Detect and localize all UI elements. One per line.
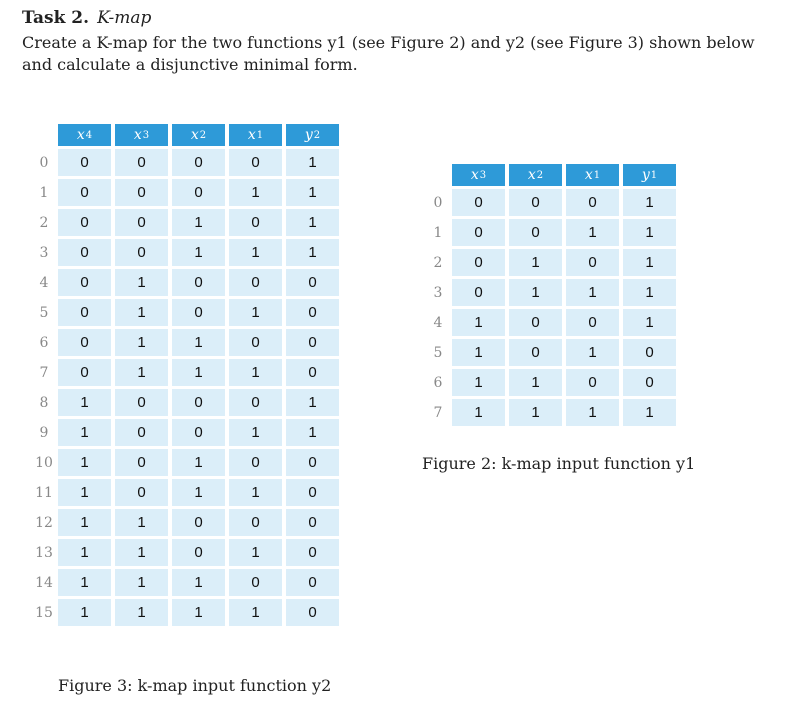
table-cell: 0 — [172, 509, 225, 536]
table-row — [428, 189, 680, 216]
table-cell: 1 — [229, 599, 282, 626]
table-row — [34, 239, 343, 266]
table-cell: 1 — [509, 279, 562, 306]
table-cell: 0 — [58, 299, 111, 326]
table-cell: 0 — [115, 179, 168, 206]
table-cell: 0 — [566, 369, 619, 396]
table-cell: 1 — [172, 449, 225, 476]
table-cell: 1 — [229, 179, 282, 206]
row-index: 6 — [39, 334, 49, 351]
table-cell: 1 — [115, 359, 168, 386]
table-cell: 1 — [286, 209, 339, 236]
table-cell: 0 — [286, 509, 339, 536]
table-cell: 1 — [58, 479, 111, 506]
row-index: 3 — [433, 284, 443, 301]
table-cell: 1 — [509, 399, 562, 426]
table-cell: 1 — [286, 389, 339, 416]
table-cell: 0 — [509, 219, 562, 246]
table-cell: 1 — [286, 239, 339, 266]
table-row — [34, 419, 343, 446]
table-cell: 0 — [286, 539, 339, 566]
table-cell: 0 — [58, 209, 111, 236]
table-cell: 1 — [58, 509, 111, 536]
table-cell: 0 — [172, 149, 225, 176]
table-cell: 0 — [172, 299, 225, 326]
column-header: x 4 — [58, 124, 111, 146]
table-cell: 1 — [623, 219, 676, 246]
table-cell: 0 — [286, 599, 339, 626]
table-cell: 0 — [229, 269, 282, 296]
table-cell: 1 — [286, 179, 339, 206]
table-cell: 1 — [452, 339, 505, 366]
row-index: 7 — [39, 364, 49, 381]
column-header: x 3 — [115, 124, 168, 146]
table-row — [34, 359, 343, 386]
row-index: 4 — [433, 314, 443, 331]
row-index: 12 — [35, 514, 53, 531]
table-cell: 0 — [623, 339, 676, 366]
table-cell: 1 — [58, 539, 111, 566]
row-index: 5 — [433, 344, 443, 361]
table-cell: 1 — [566, 399, 619, 426]
table-cell: 0 — [566, 249, 619, 276]
table-cell: 0 — [229, 329, 282, 356]
table-row — [428, 399, 680, 426]
table-cell: 1 — [58, 389, 111, 416]
table-cell: 0 — [115, 209, 168, 236]
table-cell: 0 — [115, 419, 168, 446]
table-cell: 1 — [229, 419, 282, 446]
table-cell: 1 — [172, 359, 225, 386]
table-cell: 0 — [172, 539, 225, 566]
table-cell: 0 — [452, 279, 505, 306]
table-cell: 1 — [452, 369, 505, 396]
table-cell: 1 — [623, 249, 676, 276]
table-row — [34, 269, 343, 296]
table-cell: 1 — [229, 239, 282, 266]
figure-3-caption: Figure 3: k-map input function y2 — [58, 676, 332, 695]
table-row — [34, 449, 343, 476]
table-cell: 1 — [172, 239, 225, 266]
table-cell: 1 — [286, 419, 339, 446]
row-index: 14 — [35, 574, 53, 591]
table-cell: 1 — [58, 419, 111, 446]
table-cell: 1 — [566, 339, 619, 366]
table-cell: 1 — [172, 599, 225, 626]
table-cell: 0 — [58, 239, 111, 266]
table-cell: 0 — [566, 189, 619, 216]
table-cell: 0 — [509, 339, 562, 366]
table-cell: 0 — [286, 359, 339, 386]
table-cell: 0 — [229, 449, 282, 476]
column-header: x 3 — [452, 164, 505, 186]
column-header: x 1 — [566, 164, 619, 186]
table-cell: 1 — [172, 479, 225, 506]
table-cell: 0 — [452, 189, 505, 216]
row-index: 11 — [35, 484, 53, 501]
table-cell: 1 — [115, 329, 168, 356]
table-cell: 0 — [286, 569, 339, 596]
table-row — [34, 599, 343, 626]
row-index: 0 — [433, 194, 443, 211]
table-row — [428, 339, 680, 366]
table-row — [428, 219, 680, 246]
table-row — [34, 179, 343, 206]
table-cell: 1 — [452, 309, 505, 336]
table-cell: 0 — [115, 449, 168, 476]
table-row — [34, 569, 343, 596]
task-heading — [22, 8, 151, 28]
table-row — [34, 209, 343, 236]
table-row — [34, 539, 343, 566]
table-cell: 1 — [115, 299, 168, 326]
row-index: 2 — [39, 214, 49, 231]
row-index: 0 — [39, 154, 49, 171]
table-cell: 0 — [172, 179, 225, 206]
table-cell: 0 — [172, 269, 225, 296]
table-row — [428, 369, 680, 396]
table-cell: 1 — [115, 599, 168, 626]
table-cell: 1 — [172, 569, 225, 596]
table-cell: 0 — [452, 249, 505, 276]
table-cell: 0 — [566, 309, 619, 336]
table-cell: 0 — [286, 479, 339, 506]
table-cell: 0 — [623, 369, 676, 396]
table-cell: 0 — [286, 329, 339, 356]
table-row — [428, 279, 680, 306]
table-cell: 1 — [115, 569, 168, 596]
table-cell: 0 — [115, 149, 168, 176]
table-cell: 0 — [58, 359, 111, 386]
table-cell: 0 — [229, 389, 282, 416]
table-cell: 0 — [509, 309, 562, 336]
table-cell: 1 — [509, 249, 562, 276]
row-index: 6 — [433, 374, 443, 391]
table-cell: 1 — [623, 189, 676, 216]
column-header: y 2 — [286, 124, 339, 146]
row-index: 1 — [433, 224, 443, 241]
table-cell: 0 — [58, 149, 111, 176]
table-row — [34, 389, 343, 416]
table-cell: 1 — [229, 359, 282, 386]
table-cell: 1 — [58, 449, 111, 476]
table-row — [428, 309, 680, 336]
table-row — [34, 509, 343, 536]
row-index: 13 — [35, 544, 53, 561]
column-header: x 1 — [229, 124, 282, 146]
row-index: 4 — [39, 274, 49, 291]
table-row — [34, 329, 343, 356]
table-cell: 0 — [286, 269, 339, 296]
row-index: 5 — [39, 304, 49, 321]
column-header: x 2 — [172, 124, 225, 146]
table-cell: 0 — [452, 219, 505, 246]
table-cell: 1 — [623, 309, 676, 336]
table-row — [34, 479, 343, 506]
row-index: 8 — [39, 394, 49, 411]
truth-table-y2 — [34, 124, 343, 629]
task-description: Create a K-map for the two functions y1 (see Figure 2) and y2 (see Figure 3) shown below and calculate a disjunctive minimal form. — [22, 33, 755, 74]
table-cell: 1 — [509, 369, 562, 396]
table-cell: 1 — [115, 269, 168, 296]
table-cell: 1 — [286, 149, 339, 176]
table-cell: 1 — [452, 399, 505, 426]
table-row — [428, 249, 680, 276]
table-cell: 0 — [229, 569, 282, 596]
table-cell: 0 — [286, 449, 339, 476]
table-cell: 0 — [115, 389, 168, 416]
table-cell: 1 — [623, 399, 676, 426]
table-header-row — [428, 164, 680, 186]
table-cell: 1 — [115, 539, 168, 566]
table-cell: 1 — [623, 279, 676, 306]
row-index: 7 — [433, 404, 443, 421]
row-index: 2 — [433, 254, 443, 271]
table-cell: 1 — [566, 279, 619, 306]
table-cell: 0 — [172, 419, 225, 446]
task-title: K-map — [97, 8, 152, 28]
table-cell: 0 — [229, 149, 282, 176]
table-cell: 0 — [286, 299, 339, 326]
table-cell: 0 — [58, 329, 111, 356]
row-index: 9 — [39, 424, 49, 441]
row-index: 10 — [35, 454, 53, 471]
figure-2-caption: Figure 2: k-map input function y1 — [422, 454, 696, 473]
table-cell: 0 — [115, 239, 168, 266]
task-number: Task 2. — [22, 8, 90, 28]
table-cell: 1 — [58, 569, 111, 596]
table-cell: 0 — [58, 269, 111, 296]
table-cell: 1 — [172, 209, 225, 236]
table-cell: 0 — [115, 479, 168, 506]
table-cell: 1 — [229, 299, 282, 326]
row-index: 3 — [39, 244, 49, 261]
column-header: x 2 — [509, 164, 562, 186]
table-row — [34, 299, 343, 326]
table-cell: 1 — [172, 329, 225, 356]
table-cell: 1 — [229, 539, 282, 566]
row-index: 15 — [35, 604, 53, 621]
table-cell: 0 — [229, 509, 282, 536]
table-header-row — [34, 124, 343, 146]
table-cell: 0 — [509, 189, 562, 216]
column-header: y 1 — [623, 164, 676, 186]
table-cell: 1 — [115, 509, 168, 536]
table-cell: 0 — [58, 179, 111, 206]
table-row — [34, 149, 343, 176]
table-cell: 1 — [566, 219, 619, 246]
table-cell: 0 — [172, 389, 225, 416]
row-index: 1 — [39, 184, 49, 201]
table-cell: 1 — [58, 599, 111, 626]
table-cell: 1 — [229, 479, 282, 506]
table-cell: 0 — [229, 209, 282, 236]
truth-table-y1 — [428, 164, 680, 429]
